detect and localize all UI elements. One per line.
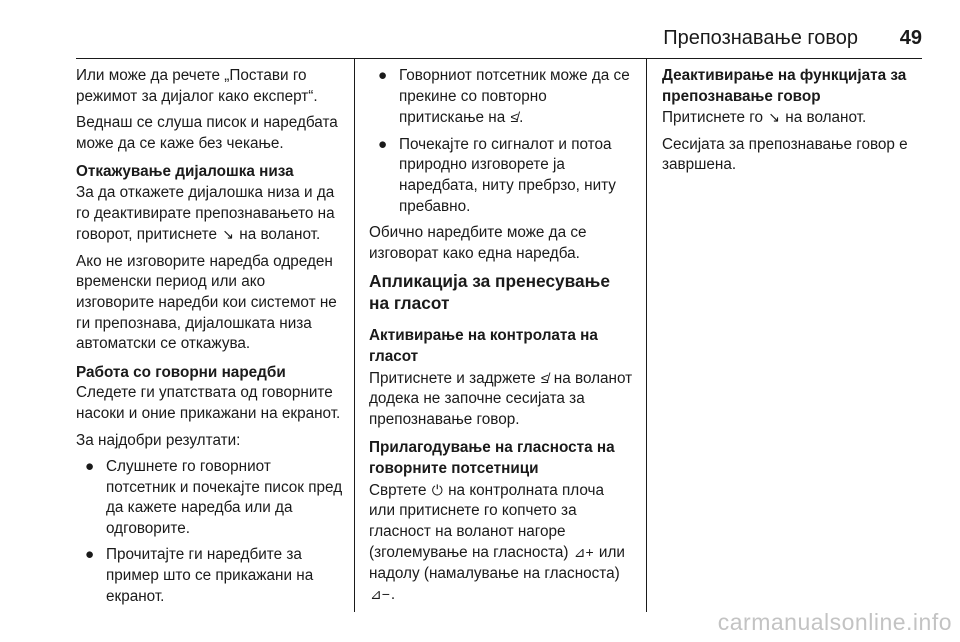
page-number: 49	[899, 27, 922, 49]
volume-down-icon: ⊿−	[370, 586, 390, 603]
paragraph: Притиснете го ↘ на воланот.	[662, 109, 867, 127]
paragraph: Притиснете и задржете ≰ на воланот додека не започне сесијата за препознавање говор.	[369, 369, 633, 428]
paragraph: За најдобри резултати:	[76, 431, 241, 449]
paragraph: Сесијата за препознавање говор е завршена.	[662, 135, 908, 174]
section-heading: Активирање на контролата на гласот	[369, 327, 598, 365]
page-header	[0, 0, 960, 60]
phone-hangup-icon: ↘	[768, 109, 781, 126]
column-divider	[354, 59, 355, 612]
column-right	[662, 66, 932, 182]
list-item: ● Почекајте го сигналот и потоа природно изговорете ја наредбата, ниту пребрзо, ниту пребавно.	[378, 135, 616, 215]
list-item: ● Говорниот потсетник може да се прекине со повторно притискање на ≰.	[378, 67, 630, 127]
column-divider	[646, 59, 647, 612]
paragraph: Ако не изговорите наредба одреден временски период или ако изговорите наредби кои системот не ги препознава, дијалошката низа автоматски се откажува.	[76, 252, 337, 353]
watermark: carmanualsonline.info	[717, 609, 952, 635]
voice-control-icon: ≰	[510, 109, 519, 126]
phone-hangup-icon: ↘	[222, 226, 235, 243]
paragraph: Обично наредбите може да се изговорат како една наредба.	[369, 224, 587, 262]
section-heading: Откажување дијалошка низа	[76, 163, 294, 181]
voice-control-icon: ≰	[540, 369, 549, 386]
column-middle	[369, 66, 633, 612]
bullet-list	[369, 66, 633, 217]
paragraph: Веднаш се слуша писок и наредбата може да се каже без чекање.	[76, 114, 338, 152]
paragraph: За да откажете дијалошка низа и да го деактивирате препознавањето на говорот, притиснете ↘ на воланот.	[76, 183, 335, 244]
power-knob-icon: ⏻	[431, 481, 443, 498]
section-heading: Работа со говорни наредби	[76, 363, 286, 381]
paragraph: Свртете ⏻ на контролната плоча или притиснете го копчето за гласност на воланот нагоре (зголемување на гласноста) ⊿+ или надолу (намалување на гласноста) ⊿−.	[369, 481, 625, 604]
paragraph: Следете ги упатствата од говорните насоки и оние прикажани на екранот.	[76, 384, 341, 422]
paragraph: Или може да речете „Постави го режимот за дијалог како експерт“.	[76, 67, 318, 105]
section-heading: Деактивирање на функцијата за препознавање говор	[662, 67, 907, 105]
list-item: ● Слушнете го говорниот потсетник и почекајте писок пред да кажете наредба или да одговорите.	[85, 458, 343, 537]
section-title: Апликација за пренесување на гласот	[369, 271, 610, 314]
volume-up-icon: ⊿+	[573, 544, 594, 561]
column-left	[76, 66, 344, 613]
list-item: ● Прочитајте ги наредбите за пример што се прикажани на екранот.	[85, 546, 314, 605]
header-rule	[76, 58, 922, 59]
page-title: Препознавање говор	[663, 27, 858, 49]
section-heading: Прилагодување на гласноста на говорните потсетници	[369, 439, 615, 477]
bullet-list	[76, 457, 344, 607]
